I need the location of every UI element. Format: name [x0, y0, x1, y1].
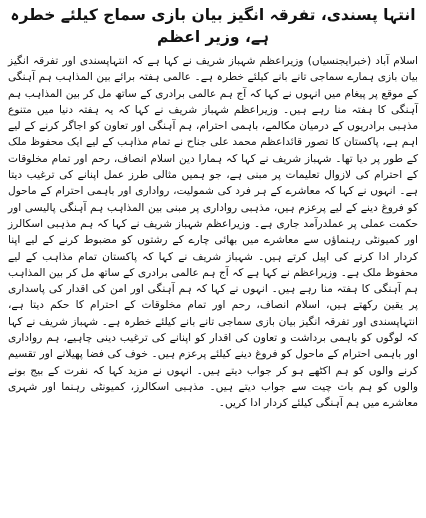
article-headline: انتہا پسندی، تفرقہ انگیز بیان بازی سماج کیلئے خطرہ ہے، وزیر اعظم: [10, 6, 416, 46]
article-body: اسلام آباد (خبرایجنسیاں) وزیراعظم شہباز شریف نے کہا ہے کہ انتہاپسندی اور تفرقہ انگیز بیان بازی ہمارے سماجی تانے بانے کیلئے خطرہ ہے۔ عالمی ہفتہ برائے بین المذاہب ہم آہنگی کے موقع پر پیغام میں انہوں نے کہا کہ آج ہم عالمی برادری کے ساتھ مل کر بین المذاہب ہم آہنگی کا ہفتہ منا رہے ہیں۔ وزیراعظم شہباز شریف نے کہا کہ یہ ہفتہ دنیا میں متنوع مذہبی برادریوں کے درمیان مکالمے، باہمی احترام، ہم آہنگی اور تعاون کو اجاگر کرنے کے لیے اہم ہے، پاکستان کا تصور قائداعظم محمد علی جناح نے تمام مذاہب کے لیے ایک محفوظ ملک کے طور پر دیا تھا۔ شہباز شریف نے کہا کہ ہمارا دین اسلام انصاف، رحم اور تمام مخلوقات کے احترام کی لازوال تعلیمات پر مبنی ہے، جو ہمیں مثالی طرز عمل اپنانے کی ترغیب دیتا ہے۔ انہوں نے کہا کہ معاشرے کے ہر فرد کی شمولیت، رواداری اور باہمی احترام کے ماحول کو فروغ دینے کے لیے پرعزم ہیں، مذہبی رواداری پر مبنی بین المذاہب ہم آہنگی پالیسی اور حکمت عملی پر عملدرآمد جاری ہے۔ وزیراعظم شہباز شریف نے کہا کہ ہم مذہبی اسکالرز اور کمیونٹی رہنماؤں سے معاشرے میں بھائی چارے کے رشتوں کو مضبوط کرنے کے لیے اپنا کردار ادا کرنے کی اپیل کرتے ہیں۔ شہباز شریف نے کہا کہ پاکستان تمام مذاہب کے لیے محفوظ ملک ہے۔ وزیراعظم نے کہا ہے کہ آج ہم عالمی برادری کے ساتھ مل کر بین المذاہب ہم آہنگی کا ہفتہ منا رہے ہیں۔ انہوں نے کہا کہ ہم آہنگی اور امن کی اقدار کی پاسداری پر یقین رکھتے ہیں، اسلام انصاف، رحم اور تمام مخلوقات کے احترام کا حکم دیتا ہے، انتہاپسندی اور تفرقہ انگیز بیان بازی سماجی تانے بانے کیلئے خطرہ ہے۔ شہباز شریف نے کہا کہ لوگوں کو باہمی برداشت و تعاون کی اقدار کو اپنانے کی ترغیب دینی چاہیے، ہم رواداری اور باہمی احترام کے ماحول کو فروغ دینے کیلئے پرعزم ہیں۔ خوف کی فضا پھیلانے اور تقسیم کرنے والوں کو ہم اکٹھے ہو کر جواب دیتے ہیں۔ انہوں نے مزید کہا کہ نفرت کے بیج بونے والوں کو ہم بات چیت سے جواب دیتے ہیں۔ مذہبی اسکالرز، کمیونٹی رہنما اور شہری معاشرے میں ہم آہنگی کیلئے کردار ادا کریں۔: [8, 55, 418, 410]
